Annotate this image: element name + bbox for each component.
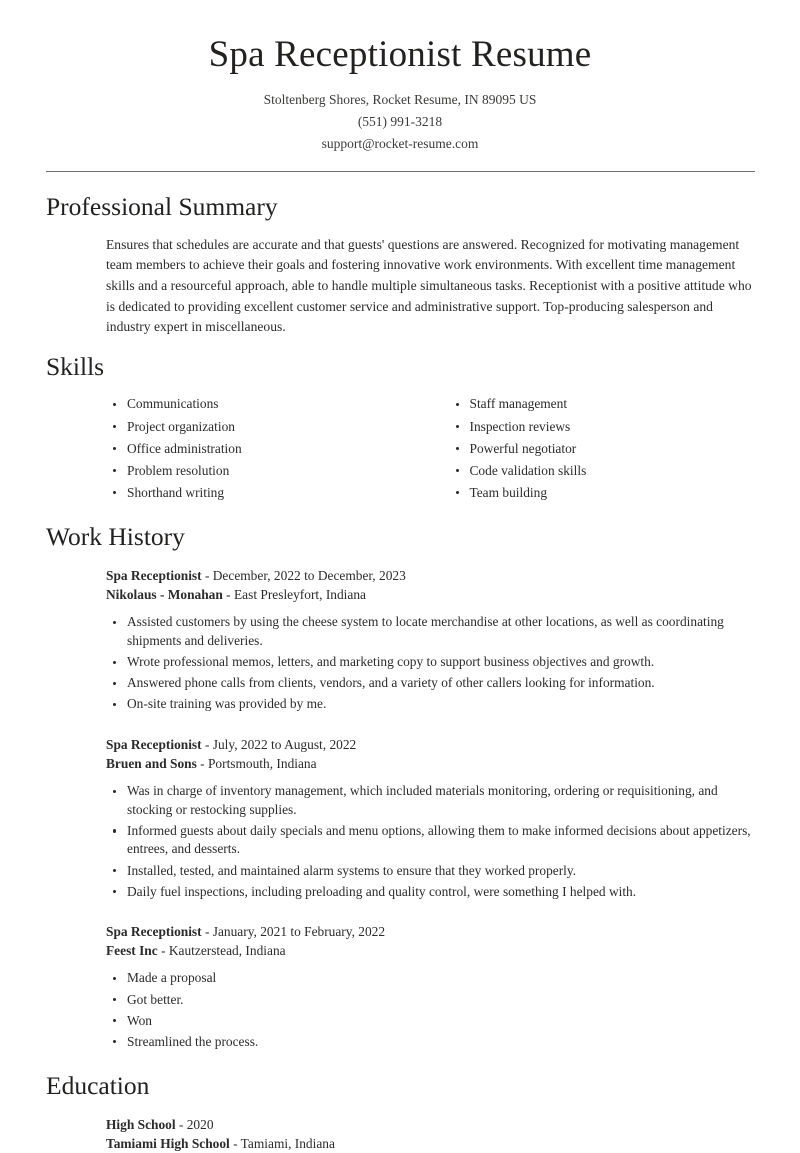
job-title: Spa Receptionist <box>106 737 202 752</box>
list-item: Installed, tested, and maintained alarm systems to ensure that they worked properly. <box>106 862 755 881</box>
list-item: Project organization <box>106 418 431 436</box>
list-item: Communications <box>106 395 431 413</box>
job-company-line <box>106 585 755 604</box>
education-location: - Tamiami, Indiana <box>229 1136 335 1151</box>
education-entry <box>46 1115 755 1153</box>
section-heading-work-history: Work History <box>46 521 185 551</box>
list-item: Office administration <box>106 440 431 458</box>
job-location: - East Presleyfort, Indiana <box>222 587 366 603</box>
section-heading-skills: Skills <box>46 351 105 381</box>
job-location: - Portsmouth, Indiana <box>196 756 317 772</box>
list-item: Team building <box>449 484 756 502</box>
job-dates: - January, 2021 to February, 2022 <box>201 924 386 940</box>
work-history-entry <box>46 735 755 901</box>
contact-address: Stoltenberg Shores, Rocket Resume, IN 89095 US <box>263 92 537 108</box>
skills-column-right <box>431 395 756 505</box>
skills-list-left <box>106 395 431 501</box>
education-entries <box>46 1115 755 1153</box>
section-professional-summary <box>0 192 800 338</box>
education-school: Tamiami High School <box>106 1136 230 1151</box>
education-dates: - 2020 <box>175 1116 214 1132</box>
skills-list-right <box>449 395 756 501</box>
job-company: Feest Inc <box>106 943 158 959</box>
work-history-entries <box>46 566 755 1051</box>
work-history-entry <box>46 922 755 1051</box>
skills-column-left <box>106 395 431 505</box>
list-item: Informed guests about daily specials and menu options, allowing them to make informed decisions about appetizers, entrees, and desserts. <box>106 822 755 859</box>
section-skills <box>0 352 800 506</box>
section-heading-professional-summary: Professional Summary <box>46 192 278 222</box>
section-heading-education: Education <box>46 1071 150 1101</box>
job-responsibility-list <box>106 613 755 714</box>
header-divider <box>46 171 755 172</box>
list-item: Powerful negotiator <box>449 440 756 458</box>
job-title: Spa Receptionist <box>106 924 202 940</box>
list-item: Made a proposal <box>106 969 755 988</box>
education-school-line <box>106 1134 755 1153</box>
summary-paragraph: Ensures that schedules are accurate and that guests' questions are answered. Recognized for motivating management team members to achieve their goals and fostering innovative work environments. With excellent time management skills and a resourceful approach, able to handle multiple simultaneous tasks. Receptionist with a positive attitude who is dedicated to providing excellent customer service and administrative support. Top-producing salesperson and industry expert in miscellaneous. <box>106 236 752 335</box>
list-item: On-site training was provided by me. <box>106 695 755 714</box>
job-company: Nikolaus - Monahan <box>106 587 223 603</box>
section-work-history <box>0 522 800 1052</box>
list-item: Wrote professional memos, letters, and marketing copy to support business objectives and growth. <box>106 653 755 672</box>
list-item: Won <box>106 1012 755 1031</box>
job-responsibility-list <box>106 969 755 1051</box>
work-history-entry <box>46 566 755 714</box>
summary-body <box>46 235 755 338</box>
list-item: Daily fuel inspections, including preloading and quality control, were something I helped with. <box>106 883 755 902</box>
job-title-line <box>106 566 755 585</box>
job-company-line <box>106 754 755 773</box>
list-item: Inspection reviews <box>449 418 756 436</box>
skills-columns <box>46 395 755 505</box>
job-title-line <box>106 922 755 941</box>
list-item: Problem resolution <box>106 462 431 480</box>
list-item: Answered phone calls from clients, vendors, and a variety of other callers looking for information. <box>106 674 755 693</box>
list-item: Shorthand writing <box>106 484 431 502</box>
job-responsibility-list <box>106 782 755 901</box>
list-item: Assisted customers by using the cheese system to locate merchandise at other locations, as well as coordinating shipments and deliveries. <box>106 613 755 650</box>
list-item: Was in charge of inventory management, which included materials monitoring, ordering or requisitioning, and stocking or restocking supplies. <box>106 782 755 819</box>
education-degree-line <box>106 1115 755 1134</box>
page-title: Spa Receptionist Resume <box>208 34 592 75</box>
list-item: Streamlined the process. <box>106 1033 755 1052</box>
job-company: Bruen and Sons <box>106 756 197 772</box>
job-title: Spa Receptionist <box>106 568 202 584</box>
job-dates: - December, 2022 to December, 2023 <box>201 568 406 584</box>
job-dates: - July, 2022 to August, 2022 <box>201 737 357 752</box>
contact-email: support@rocket-resume.com <box>321 136 479 152</box>
contact-phone: (551) 991-3218 <box>357 114 443 130</box>
section-education <box>0 1071 800 1153</box>
job-company-line <box>106 941 755 960</box>
job-location: - Kautzerstead, Indiana <box>157 943 286 959</box>
list-item: Got better. <box>106 991 755 1010</box>
list-item: Code validation skills <box>449 462 756 480</box>
education-degree: High School <box>106 1116 176 1132</box>
list-item: Staff management <box>449 395 756 413</box>
resume-header <box>0 0 800 155</box>
job-title-line <box>106 735 755 754</box>
